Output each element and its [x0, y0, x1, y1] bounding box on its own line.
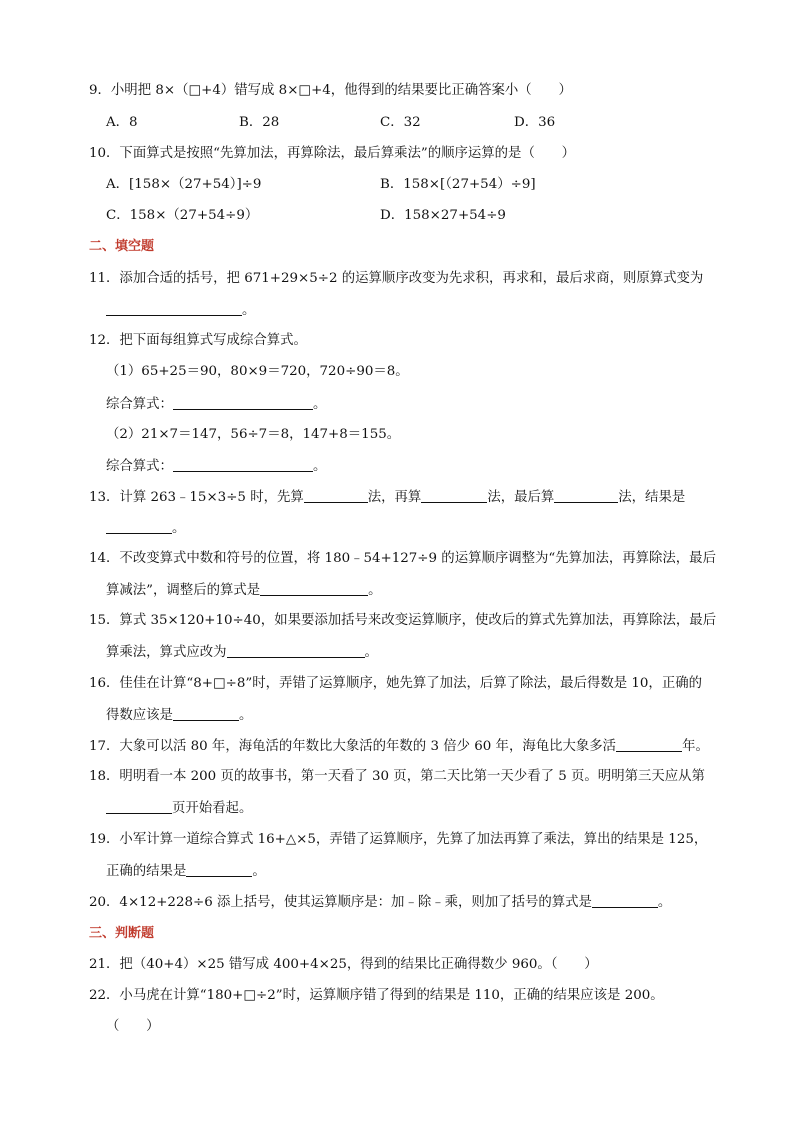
punct: 。	[252, 864, 266, 879]
q18-tail: 页开始看起。	[172, 801, 253, 816]
answer-blank[interactable]	[106, 301, 242, 316]
punct: 。	[312, 459, 327, 474]
answer-blank[interactable]	[173, 706, 239, 721]
answer-blank[interactable]	[173, 395, 313, 410]
question-22-line1: 22．小马虎在计算“180+□÷2”时，运算顺序错了得到的结果是 110，正确的结果应该是 200。	[89, 988, 664, 1003]
answer-blank[interactable]	[106, 519, 172, 534]
answer-blank[interactable]	[421, 488, 487, 503]
punct: 。	[242, 303, 256, 318]
question-20	[89, 893, 671, 912]
question-16-line2	[106, 706, 252, 725]
answer-blank[interactable]	[186, 862, 252, 877]
question-18-line1: 18．明明看一本 200 页的故事书，第一天看了 30 页，第二天比第一天少看了 5 页。明明第三天应从第	[89, 769, 705, 784]
question-21: 21．把（40+4）×25 错写成 400+4×25，得到的结果比正确得数少 960。（ ）	[89, 957, 598, 972]
question-9-stem: 9．小明把 8×（□+4）错写成 8×□+4，他得到的结果要比正确答案小（ ）	[89, 83, 572, 98]
question-22-answer-paren[interactable]: （ ）	[106, 1019, 160, 1034]
question-13-line2	[106, 519, 185, 538]
punct: 。	[364, 645, 378, 660]
q14-text: 算减法”，调整后的算式是	[106, 583, 261, 598]
q16-text: 得数应该是	[106, 708, 173, 723]
combined-formula-label: 综合算式：	[106, 397, 173, 412]
section-judgement-heading: 三、判断题	[89, 926, 155, 941]
punct: 。	[657, 895, 672, 910]
question-17	[89, 737, 709, 756]
answer-blank[interactable]	[260, 581, 368, 596]
question-14-line1: 14．不改变算式中数和符号的位置，将 180﹣54+127÷9 的运算顺序调整为“先算加法，再算除法，最后	[89, 551, 716, 566]
question-15-line1: 15．算式 35×120+10÷40，如果要添加括号来改变运算顺序，使改后的算式先算加法，再算除法，最后	[89, 613, 717, 628]
question-15-line2	[106, 643, 378, 662]
question-12-answer2	[106, 457, 326, 476]
punct: 。	[172, 521, 186, 536]
answer-blank[interactable]	[304, 488, 368, 503]
punct: 。	[368, 583, 382, 598]
answer-blank[interactable]	[616, 737, 682, 752]
question-11-line2	[106, 301, 255, 320]
q10-option-b: B．158×[（27+54）÷9]	[380, 177, 536, 192]
combined-formula-label: 综合算式：	[106, 459, 173, 474]
q17-text: 17．大象可以活 80 年，海龟活的年数比大象活的年数的 3 倍少 60 年，海龟比大象多活	[89, 739, 617, 754]
q9-option-b: B．28	[239, 115, 280, 130]
answer-blank[interactable]	[227, 643, 365, 658]
q10-option-c: C．158×（27+54÷9）	[106, 208, 259, 223]
q17-unit: 年。	[682, 739, 709, 754]
q10-option-d: D．158×27+54÷9	[380, 208, 506, 223]
question-16-line1: 16．佳佳在计算“8+□÷8”时，弄错了运算顺序，她先算了加法，后算了除法，最后得数是 10，正确的	[89, 676, 702, 691]
question-14-line2	[106, 581, 382, 600]
answer-blank[interactable]	[554, 488, 618, 503]
question-12-group1: （1）65+25＝90，80×9＝720，720÷90＝8。	[106, 364, 409, 379]
question-12-answer1	[106, 395, 326, 414]
section-fill-in-heading: 二、填空题	[89, 239, 155, 254]
answer-blank[interactable]	[173, 457, 313, 472]
q9-option-d: D．36	[514, 115, 556, 130]
answer-blank[interactable]	[592, 893, 658, 908]
q13-text-1: 13．计算 263﹣15×3÷5 时，先算	[89, 490, 304, 505]
punct: 。	[312, 397, 327, 412]
answer-blank[interactable]	[106, 799, 172, 814]
q9-option-c: C．32	[380, 115, 421, 130]
q15-text: 算乘法，算式应改为	[106, 645, 227, 660]
question-19-line1: 19．小军计算一道综合算式 16+△×5，弄错了运算顺序，先算了加法再算了乘法，算出的结果是 125，	[89, 832, 708, 847]
question-18-line2	[106, 799, 252, 818]
q9-option-a: A．8	[106, 115, 138, 130]
q13-text-3: 法，最后算	[487, 490, 555, 505]
q13-text-4: 法，结果是	[618, 490, 686, 505]
q19-text: 正确的结果是	[106, 864, 187, 879]
question-12-group2: （2）21×7＝147，56÷7＝8，147+8＝155。	[106, 427, 401, 442]
q13-text-2: 法，再算	[367, 490, 422, 505]
question-10-stem: 10．下面算式是按照“先算加法，再算除法，最后算乘法”的顺序运算的是（ ）	[89, 146, 576, 161]
question-12-stem: 12．把下面每组算式写成综合算式。	[89, 333, 307, 348]
q10-option-a: A．[158×（27+54）]÷9	[106, 177, 262, 192]
question-13-line1	[89, 488, 685, 507]
q20-text: 20．4×12+228÷6 添上括号，使其运算顺序是：加﹣除﹣乘，则加了括号的算式是	[89, 895, 592, 910]
punct: 。	[238, 708, 253, 723]
question-11-line1: 11．添加合适的括号，把 671+29×5÷2 的运算顺序改变为先求积，再求和，最后求商，则原算式变为	[89, 271, 704, 286]
question-19-line2	[106, 862, 266, 881]
